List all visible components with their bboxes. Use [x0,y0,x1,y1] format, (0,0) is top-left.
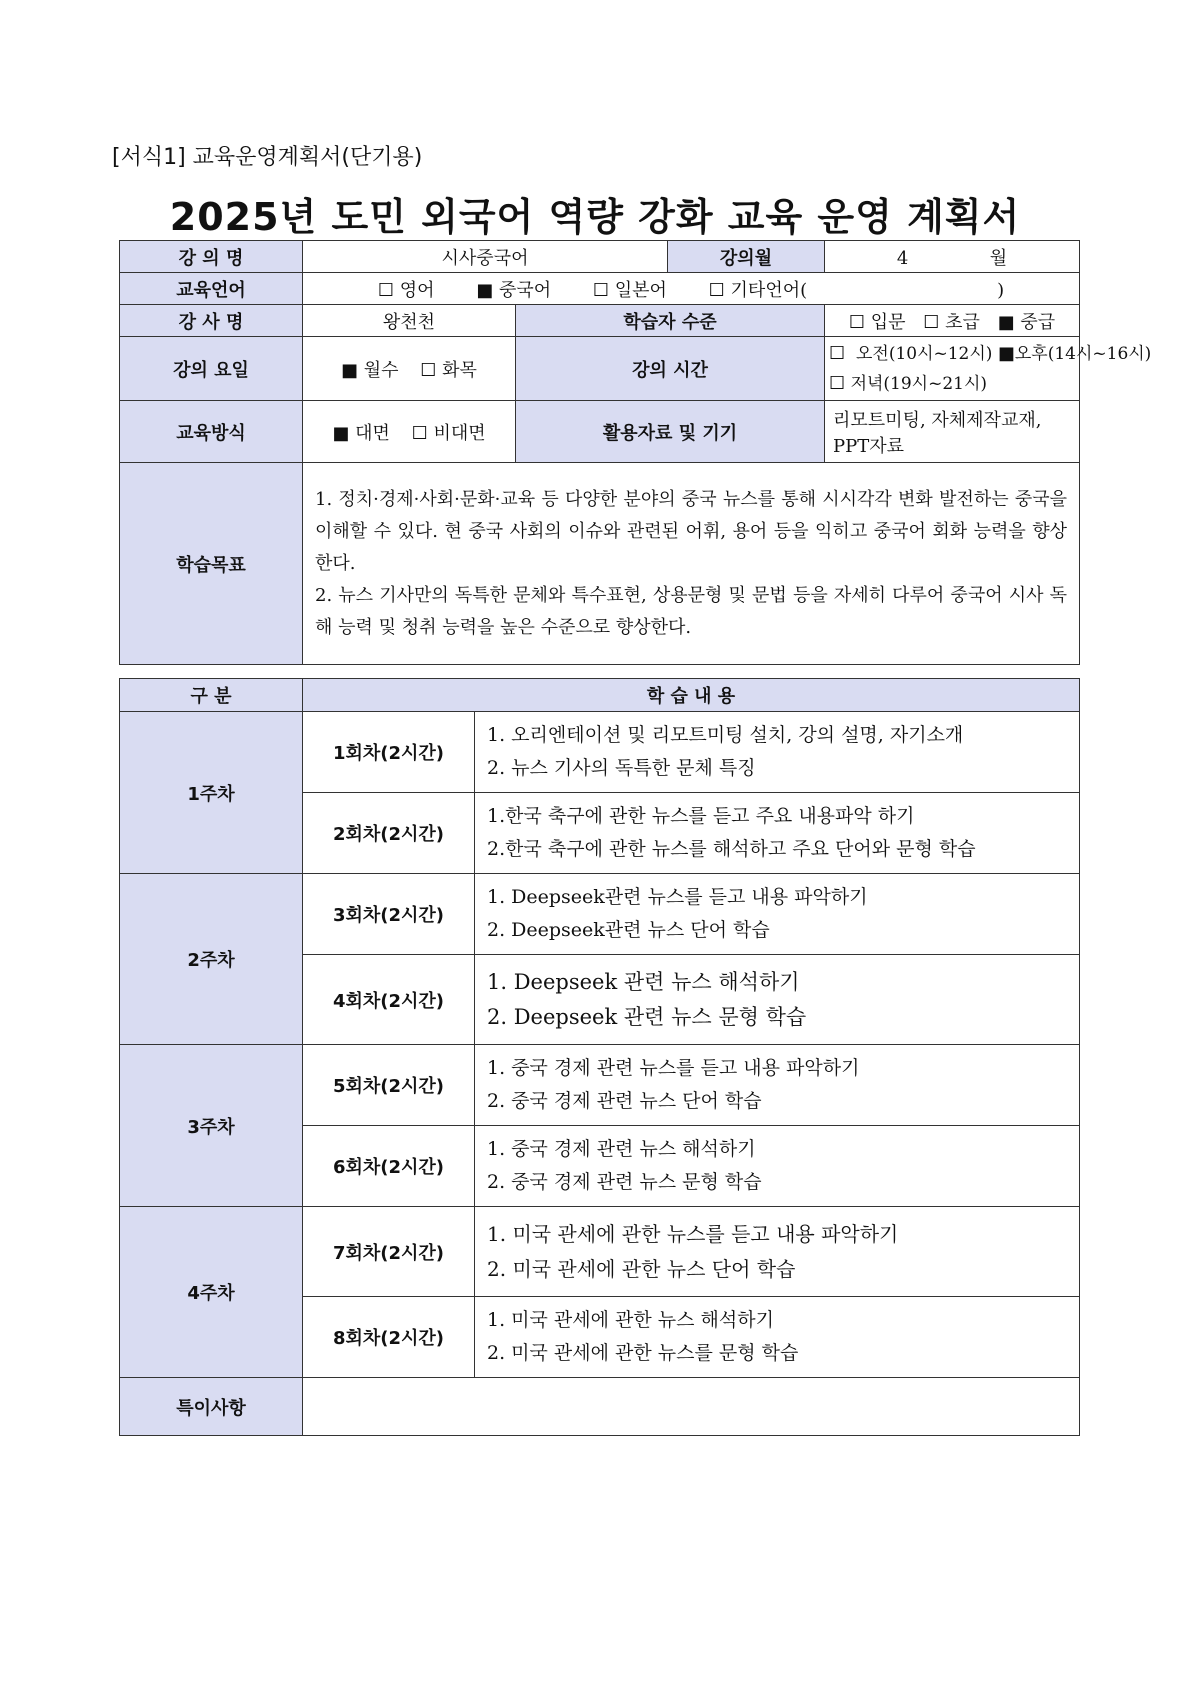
lesson-content: 1. Deepseek관련 뉴스를 듣고 내용 파악하기 2. Deepseek관련 뉴스 단어 학습 [475,874,1080,955]
language-option-english[interactable]: ☐ 영어 [377,279,435,301]
session-cell: 2회차(2시간) [303,793,475,874]
goal-line: 2. 뉴스 기사만의 독특한 문체와 특수표현, 상용문형 및 문법 등을 자세히 다루어 중국어 시사 독해 능력 및 청취 능력을 높은 수준으로 향상한다. [315,584,1068,638]
course-name: 시사중국어 [303,241,668,273]
time-option-evening[interactable]: ☐ 저녁(19시~21시) [829,372,988,394]
language-label: 교육언어 [120,273,303,305]
time-options [825,337,1152,401]
level-option-elementary[interactable]: ☐ 초급 [923,311,980,333]
days-option-mon-wed[interactable]: ■ 월수 [341,359,399,381]
notes-value [303,1378,1080,1436]
week-cell: 4주차 [120,1207,303,1378]
lesson-content: 1. 중국 경제 관련 뉴스를 듣고 내용 파악하기 2. 중국 경제 관련 뉴스 단어 학습 [475,1045,1080,1126]
course-name-label: 강 의 명 [120,241,303,273]
method-option-remote[interactable]: ☐ 비대면 [411,422,486,444]
lesson-content: 1.한국 축구에 관한 뉴스를 듣고 주요 내용파악 하기 2.한국 축구에 관한 뉴스를 해석하고 주요 단어와 문형 학습 [475,793,1080,874]
language-option-chinese[interactable]: ■ 중국어 [476,279,552,301]
lesson-content: 1. 미국 관세에 관한 뉴스를 듣고 내용 파악하기 2. 미국 관세에 관한 뉴스 단어 학습 [475,1207,1080,1297]
method-options [303,401,516,463]
info-table [119,240,1152,665]
level-options [825,305,1080,337]
instructor-name: 왕천천 [303,305,516,337]
instructor-label: 강 사 명 [120,305,303,337]
content-header: 학 습 내 용 [303,679,1080,712]
week-cell: 3주차 [120,1045,303,1207]
time-option-afternoon[interactable]: ■오후(14시~16시) [997,342,1152,364]
days-option-tue-thu[interactable]: ☐ 화목 [420,359,477,381]
days-label: 강의 요일 [120,337,303,401]
form-label: [서식1] 교육운영계획서(단기용) [112,145,423,170]
materials-label: 활용자료 및 기기 [516,401,825,463]
language-option-other[interactable]: ☐ 기타언어( ) [708,279,1005,301]
session-cell: 7회차(2시간) [303,1207,475,1297]
session-cell: 4회차(2시간) [303,955,475,1045]
month-unit: 월 [989,247,1008,269]
time-option-morning[interactable]: ☐ 오전(10시~12시) [829,342,993,364]
goal-line: 1. 정치·경제·사회·문화·교육 등 다양한 분야의 중국 뉴스를 통해 시시각각 변화 발전하는 중국을 이해할 수 있다. 현 중국 사회의 이슈와 관련된 어휘, 용어 등을 익히고 중국어 회화 능력을 향상한다. [315,488,1068,574]
language-options [303,273,1080,305]
session-cell: 3회차(2시간) [303,874,475,955]
lesson-content: 1. 미국 관세에 관한 뉴스 해석하기 2. 미국 관세에 관한 뉴스를 문형 학습 [475,1297,1080,1378]
notes-label: 특이사항 [120,1378,303,1436]
lesson-content: 1. 오리엔테이션 및 리모트미팅 설치, 강의 설명, 자기소개 2. 뉴스 기사의 독특한 문체 특징 [475,712,1080,793]
lesson-content: 1. 중국 경제 관련 뉴스 해석하기 2. 중국 경제 관련 뉴스 문형 학습 [475,1126,1080,1207]
session-cell: 6회차(2시간) [303,1126,475,1207]
level-option-beginner[interactable]: ☐ 입문 [848,311,906,333]
days-options [303,337,516,401]
method-option-in-person[interactable]: ■ 대면 [332,422,390,444]
time-label: 강의 시간 [516,337,825,401]
document-title: 2025년 도민 외국어 역량 강화 교육 운영 계획서 [169,195,1021,239]
level-option-intermediate[interactable]: ■ 중급 [997,311,1056,333]
week-cell: 2주차 [120,874,303,1045]
month-label: 강의월 [668,241,825,273]
session-cell: 1회차(2시간) [303,712,475,793]
language-option-japanese[interactable]: ☐ 일본어 [592,279,667,301]
month-value: 4 [896,247,909,269]
session-cell: 5회차(2시간) [303,1045,475,1126]
session-cell: 8회차(2시간) [303,1297,475,1378]
lesson-content: 1. Deepseek 관련 뉴스 해석하기 2. Deepseek 관련 뉴스 문형 학습 [475,955,1080,1045]
level-label: 학습자 수준 [516,305,825,337]
week-cell: 1주차 [120,712,303,874]
division-header: 구 분 [120,679,303,712]
schedule-table [119,678,1080,1436]
goal-text [303,463,1080,665]
goal-label: 학습목표 [120,463,303,665]
month-cell [825,241,1080,273]
materials-value: 리모트미팅, 자체제작교재, PPT자료 [825,401,1080,463]
method-label: 교육방식 [120,401,303,463]
